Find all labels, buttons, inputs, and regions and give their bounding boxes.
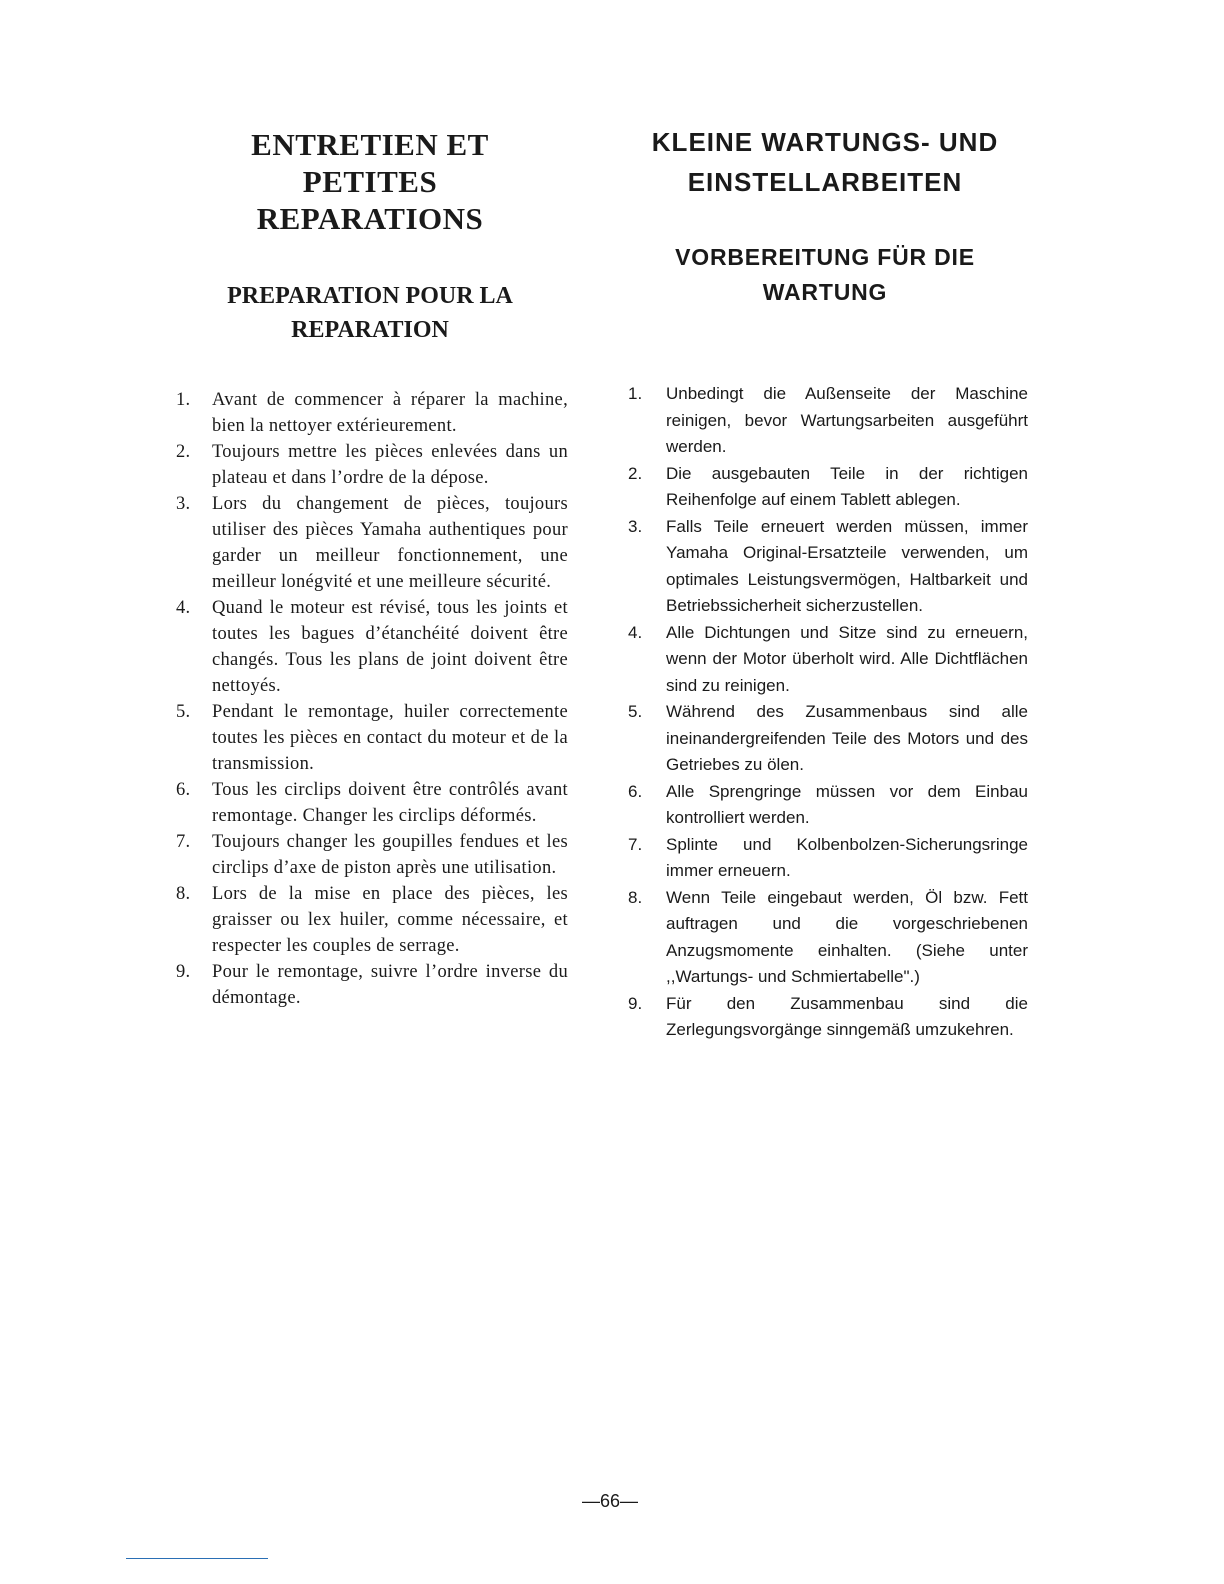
- item-text: Für den Zusammenbau sind die Zerlegungsvorgänge sinngemäß umzukehren.: [666, 993, 1028, 1039]
- item-text: Falls Teile erneuert werden müssen, immer Yamaha Original-Ersatzteile verwenden, um optimales Leistungsvermögen, Haltbarkeit und Betriebssicherheit sicherzustellen.: [666, 516, 1028, 615]
- item-number: 7.: [176, 832, 191, 852]
- item-text: Pour le remontage, suivre l’ordre inverse du démontage.: [212, 962, 568, 1008]
- item-number: 2.: [176, 442, 191, 462]
- french-header: [172, 126, 568, 347]
- list-item: [172, 439, 568, 491]
- list-item: [172, 491, 568, 595]
- item-number: 1.: [628, 384, 643, 403]
- item-text: Lors du changement de pièces, toujours utiliser des pièces Yamaha authentiques pour garder un meilleur fonctionnement, une meilleur lonégvité et une meilleure sécurité.: [212, 494, 568, 592]
- item-number: 9.: [628, 993, 643, 1013]
- item-number: 7.: [628, 834, 643, 854]
- item-text: Toujours mettre les pièces enlevées dans un plateau et dans l’ordre de la dépose.: [212, 442, 568, 488]
- item-text: Unbedingt die Außenseite der Maschine reinigen, bevor Wartungsarbeiten ausgeführt werden.: [666, 384, 1028, 456]
- item-text: Splinte und Kolbenbolzen-Sicherungsringe immer erneuern.: [666, 834, 1028, 880]
- item-text: Tous les circlips doivent être contrôlés avant remontage. Changer les circlips déformés.: [212, 780, 568, 826]
- item-text: Toujours changer les goupilles fendues et les circlips d’axe de piston après une utilisation.: [212, 832, 568, 878]
- item-text: Pendant le remontage, huiler correctemente toutes les pièces en contact du moteur et de la transmission.: [212, 702, 568, 774]
- item-text: Avant de commencer à réparer la machine, bien la nettoyer extérieurement.: [212, 390, 568, 436]
- item-text: Quand le moteur est révisé, tous les joints et toutes les bagues d’étanchéité doivent être changés. Tous les plans de joint doivent être nettoyés.: [212, 598, 568, 696]
- item-number: 1.: [176, 390, 191, 410]
- page-number: —66—: [581, 1491, 639, 1511]
- german-instruction-list: [622, 381, 1028, 1044]
- item-number: 9.: [176, 962, 191, 982]
- french-subtitle: PREPARATION POUR LA REPARATION: [227, 283, 513, 343]
- list-item: [172, 699, 568, 777]
- item-number: 6.: [628, 781, 643, 801]
- item-number: 4.: [628, 622, 643, 642]
- german-title: KLEINE WARTUNGS- UND EINSTELLARBEITEN: [651, 127, 999, 197]
- item-text: Während des Zusammenbaus sind alle ineinandergreifenden Teile des Motors und des Getriebes zu ölen.: [666, 702, 1028, 774]
- item-number: 2.: [628, 463, 643, 483]
- french-title: ENTRETIEN ET PETITES REPARATIONS: [251, 127, 489, 236]
- item-text: Die ausgebauten Teile in der richtigen Reihenfolge auf einem Tablett ablegen.: [666, 463, 1028, 509]
- list-item: [622, 991, 1028, 1044]
- german-header: [618, 122, 1032, 310]
- item-number: 3.: [628, 516, 643, 536]
- list-item: [622, 461, 1028, 514]
- item-number: 8.: [176, 884, 191, 904]
- list-item: [172, 595, 568, 699]
- item-number: 8.: [628, 887, 643, 907]
- item-number: 4.: [176, 598, 191, 618]
- french-instruction-list: [172, 387, 568, 1011]
- item-number: 6.: [176, 780, 191, 800]
- list-item: [172, 959, 568, 1011]
- footer-divider: [126, 1558, 268, 1559]
- item-number: 3.: [176, 494, 191, 514]
- list-item: [172, 387, 568, 439]
- item-text: Alle Sprengringe müssen vor dem Einbau kontrolliert werden.: [666, 781, 1028, 827]
- german-subtitle: VORBEREITUNG FÜR DIE WARTUNG: [675, 244, 975, 305]
- list-item: [622, 699, 1028, 779]
- list-item: [172, 829, 568, 881]
- list-item: [622, 832, 1028, 885]
- list-item: [172, 881, 568, 959]
- item-text: Wenn Teile eingebaut werden, Öl bzw. Fett auftragen und die vorgeschriebenen Anzugsmomente einhalten. (Siehe unter ,,Wartungs- und Schmiertabelle".): [666, 887, 1028, 986]
- list-item: [622, 381, 1028, 461]
- list-item: [172, 777, 568, 829]
- list-item: [622, 514, 1028, 620]
- item-text: Alle Dichtungen und Sitze sind zu erneuern, wenn der Motor überholt wird. Alle Dichtflächen sind zu reinigen.: [666, 622, 1028, 695]
- item-number: 5.: [176, 702, 191, 722]
- item-text: Lors de la mise en place des pièces, les graisser ou lex huiler, comme nécessaire, et respecter les couples de serrage.: [212, 884, 568, 956]
- list-item: [622, 779, 1028, 832]
- list-item: [622, 620, 1028, 700]
- item-number: 5.: [628, 702, 643, 721]
- list-item: [622, 885, 1028, 991]
